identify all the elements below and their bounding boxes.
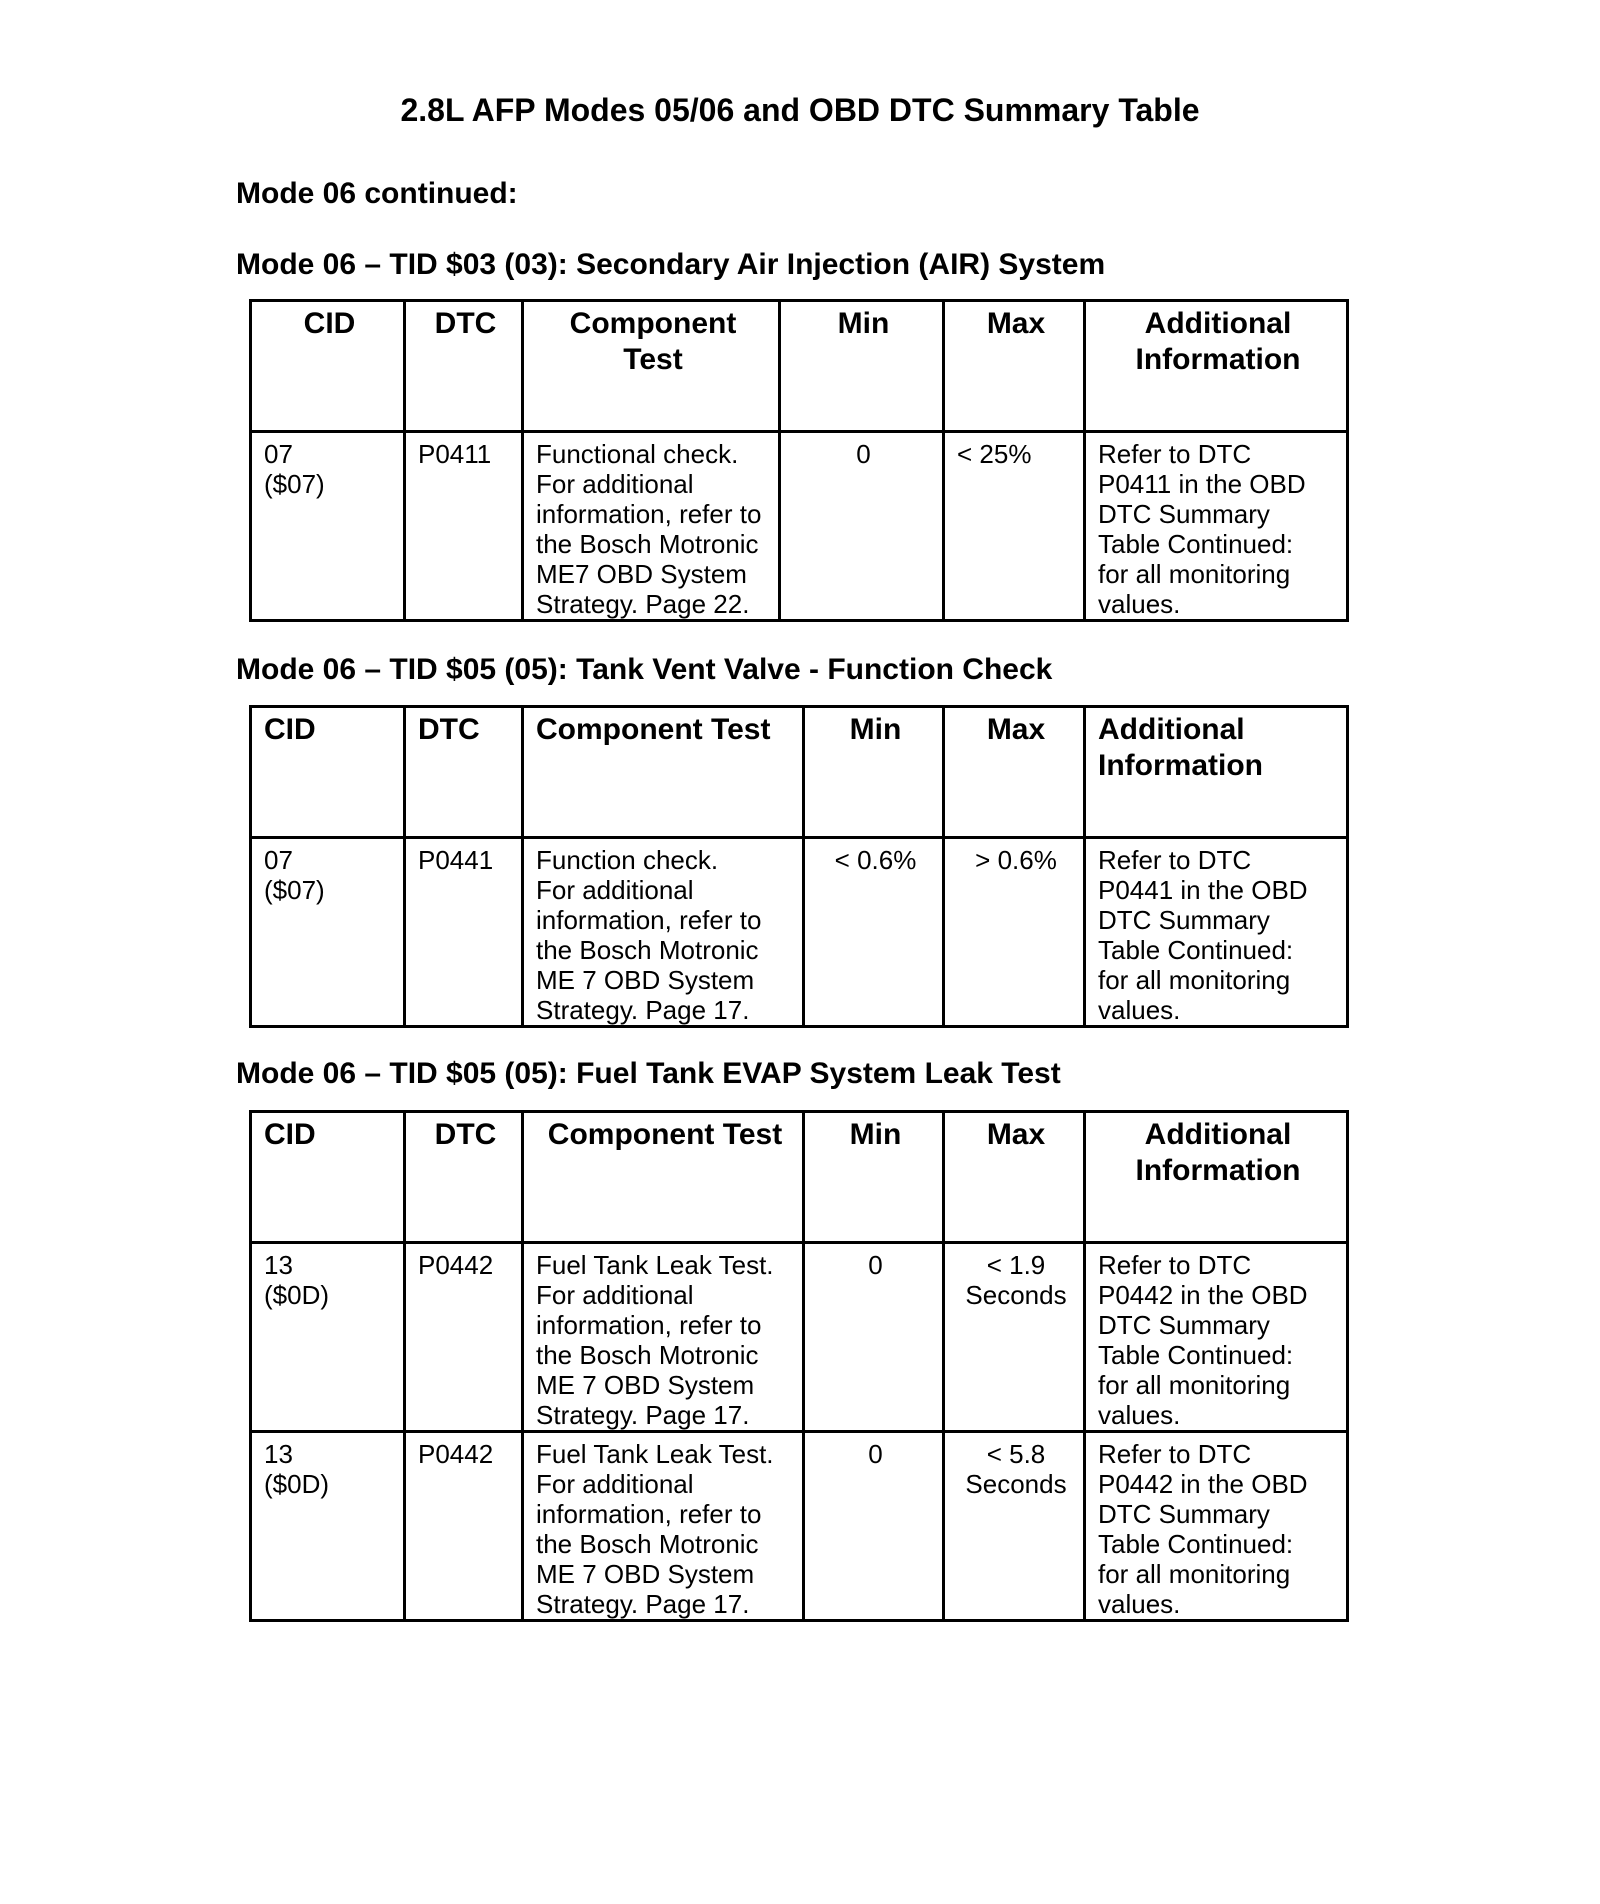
header-min: Min [804, 707, 944, 838]
text-line: ME 7 OBD System [536, 1370, 755, 1400]
max-value: < 5.8 [986, 1439, 1046, 1469]
header-component-test: Component Test [523, 707, 804, 838]
component-test-cell [523, 1243, 804, 1432]
dtc-cell: P0442 [405, 1432, 523, 1621]
min-cell: < 0.6% [804, 838, 944, 1027]
cid-hex: ($07) [264, 875, 325, 905]
text-line: P0442 in the OBD [1098, 1469, 1308, 1499]
max-value: < 1.9 [986, 1250, 1046, 1280]
max-unit: Seconds [965, 1469, 1067, 1499]
text-line: the Bosch Motronic [536, 1340, 759, 1370]
table-row [251, 432, 1348, 621]
text-line: information, refer to [536, 499, 762, 529]
header-max: Max [944, 707, 1085, 838]
text-line: Refer to DTC [1098, 845, 1252, 875]
cid-cell [251, 838, 405, 1027]
cid-hex: ($07) [264, 469, 325, 499]
cid-cell [251, 432, 405, 621]
section-heading-tank-vent: Mode 06 – TID $05 (05): Tank Vent Valve - Function Check [236, 653, 1053, 686]
text-line: For additional [536, 469, 694, 499]
text-line: the Bosch Motronic [536, 529, 759, 559]
header-dtc: DTC [405, 707, 523, 838]
text-line: P0411 in the OBD [1098, 469, 1306, 499]
text-line: ME 7 OBD System [536, 1559, 755, 1589]
text-line: For additional [536, 875, 694, 905]
header-additional-information: Additional Information [1085, 301, 1348, 432]
text-line: Fuel Tank Leak Test. [536, 1439, 774, 1469]
table-row [251, 1432, 1348, 1621]
text-line: values. [1098, 1589, 1181, 1619]
page-title: 2.8L AFP Modes 05/06 and OBD DTC Summary Table [400, 92, 1200, 128]
text-line: Table Continued: [1098, 935, 1294, 965]
text-line: Functional check. [536, 439, 739, 469]
header-dtc: DTC [405, 1112, 523, 1243]
text-line: For additional [536, 1280, 694, 1310]
max-cell [944, 838, 1085, 1027]
max-cell [944, 1243, 1085, 1432]
text-line: the Bosch Motronic [536, 935, 759, 965]
header-min: Min [780, 301, 944, 432]
header-dtc: DTC [405, 301, 523, 432]
header-component-test: Component Test [523, 301, 780, 432]
max-value: < 25% [957, 439, 1032, 469]
header-max: Max [944, 1112, 1085, 1243]
component-test-cell [523, 432, 780, 621]
text-line: Table Continued: [1098, 1340, 1294, 1370]
text-line: information, refer to [536, 1499, 762, 1529]
cid-value: 13 [264, 1250, 293, 1280]
text-line: DTC Summary [1098, 1310, 1270, 1340]
cid-value: 07 [264, 439, 293, 469]
text-line: the Bosch Motronic [536, 1529, 759, 1559]
max-value: > 0.6% [975, 845, 1057, 875]
additional-information-cell [1085, 1432, 1348, 1621]
component-test-cell [523, 838, 804, 1027]
cid-cell [251, 1243, 405, 1432]
dtc-cell: P0411 [405, 432, 523, 621]
text-line: for all monitoring [1098, 1559, 1291, 1589]
text-line: Strategy. Page 17. [536, 1589, 750, 1619]
text-line: values. [1098, 995, 1181, 1025]
text-line: values. [1098, 1400, 1181, 1430]
dtc-cell: P0442 [405, 1243, 523, 1432]
table-row [251, 838, 1348, 1027]
header-cid: CID [251, 707, 405, 838]
text-line: ME7 OBD System [536, 559, 747, 589]
min-cell: 0 [780, 432, 944, 621]
text-line: for all monitoring [1098, 1370, 1291, 1400]
evap-leak-test-table [249, 1110, 1349, 1622]
cid-value: 07 [264, 845, 293, 875]
header-cid: CID [251, 301, 405, 432]
header-min: Min [804, 1112, 944, 1243]
table-row [251, 1243, 1348, 1432]
text-line: Refer to DTC [1098, 1250, 1252, 1280]
text-line: DTC Summary [1098, 1499, 1270, 1529]
continued-heading: Mode 06 continued: [236, 177, 518, 210]
table-header-row [251, 707, 1348, 838]
header-max: Max [944, 301, 1085, 432]
text-line: DTC Summary [1098, 905, 1270, 935]
text-line: for all monitoring [1098, 965, 1291, 995]
table-header-row [251, 301, 1348, 432]
text-line: Strategy. Page 17. [536, 995, 750, 1025]
cid-hex: ($0D) [264, 1469, 330, 1499]
text-line: For additional [536, 1469, 694, 1499]
text-line: Refer to DTC [1098, 439, 1252, 469]
max-cell [944, 432, 1085, 621]
text-line: ME 7 OBD System [536, 965, 755, 995]
header-additional-information: Additional Information [1085, 1112, 1348, 1243]
max-unit: Seconds [965, 1280, 1067, 1310]
text-line: Function check. [536, 845, 719, 875]
header-cid: CID [251, 1112, 405, 1243]
dtc-cell: P0441 [405, 838, 523, 1027]
text-line: Refer to DTC [1098, 1439, 1252, 1469]
text-line: values. [1098, 589, 1181, 619]
text-line: DTC Summary [1098, 499, 1270, 529]
section-heading-evap-leak: Mode 06 – TID $05 (05): Fuel Tank EVAP System Leak Test [236, 1057, 1061, 1090]
header-component-test: Component Test [523, 1112, 804, 1243]
section-heading-air: Mode 06 – TID $03 (03): Secondary Air Injection (AIR) System [236, 248, 1106, 281]
text-line: P0442 in the OBD [1098, 1280, 1308, 1310]
table-header-row [251, 1112, 1348, 1243]
additional-information-cell [1085, 432, 1348, 621]
text-line: Table Continued: [1098, 1529, 1294, 1559]
cid-value: 13 [264, 1439, 293, 1469]
text-line: P0441 in the OBD [1098, 875, 1308, 905]
text-line: Fuel Tank Leak Test. [536, 1250, 774, 1280]
component-test-cell [523, 1432, 804, 1621]
tank-vent-valve-table [249, 705, 1349, 1028]
max-cell [944, 1432, 1085, 1621]
cid-cell [251, 1432, 405, 1621]
text-line: for all monitoring [1098, 559, 1291, 589]
min-cell: 0 [804, 1432, 944, 1621]
min-cell: 0 [804, 1243, 944, 1432]
cid-hex: ($0D) [264, 1280, 330, 1310]
text-line: information, refer to [536, 905, 762, 935]
text-line: information, refer to [536, 1310, 762, 1340]
text-line: Strategy. Page 17. [536, 1400, 750, 1430]
text-line: Strategy. Page 22. [536, 589, 750, 619]
additional-information-cell [1085, 838, 1348, 1027]
text-line: Table Continued: [1098, 529, 1294, 559]
additional-information-cell [1085, 1243, 1348, 1432]
header-additional-information: Additional Information [1085, 707, 1348, 838]
air-system-table [249, 299, 1349, 622]
